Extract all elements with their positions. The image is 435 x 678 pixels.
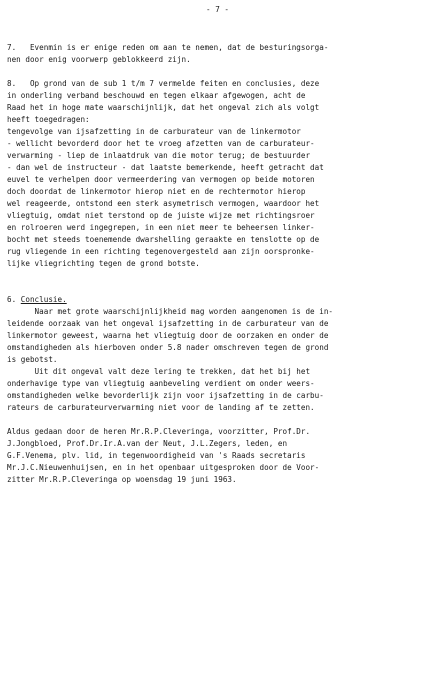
section-7-line: nen door enig voorwerp geblokkeerd zijn. xyxy=(7,55,191,64)
conclusion-line: omstandigheden als hierboven onder 5.8 nader omschreven tegen de grond xyxy=(7,343,329,352)
page-number: - 7 - xyxy=(206,5,229,14)
closing-line: J.Jongbloed, Prof.Dr.Ir.A.van der Neut, J.L.Zegers, leden, en xyxy=(7,439,288,448)
conclusion-line: rateurs de carburateurverwarming niet voor de landing af te zetten. xyxy=(7,403,315,412)
conclusion-heading-number: 6. xyxy=(7,295,21,304)
closing-line: Aldus gedaan door de heren Mr.R.P.Cleveringa, voorzitter, Prof.Dr. xyxy=(7,427,311,436)
conclusion-line: onderhavige type van vliegtuig aanbeveling verdient om onder weers- xyxy=(7,379,315,388)
conclusion-heading xyxy=(7,295,67,305)
section-8-line: verwarming - liep de inlaatdruk van die motor terug; de bestuurder xyxy=(7,151,311,160)
section-8-line: rug vliegende in een richting tegenovergesteld aan zijn oorspronke- xyxy=(7,247,315,256)
section-8-line: lijke vliegrichting tegen de grond botste. xyxy=(7,259,200,268)
closing-line: Mr.J.C.Nieuwenhuijsen, en in het openbaar uitgesproken door de Voor- xyxy=(7,463,320,472)
section-8-line: en rolroeren werd ingegrepen, in een niet meer te beheersen linker- xyxy=(7,223,315,232)
closing-line: zitter Mr.R.P.Cleveringa op woensdag 19 juni 1963. xyxy=(7,475,237,484)
section-8-line: heeft toegedragen: xyxy=(7,115,90,124)
section-8-line: euvel te verhelpen door vermeerdering van vermogen op beide motoren xyxy=(7,175,315,184)
section-8-line: doch doordat de linkermotor hierop niet en de rechtermotor hierop xyxy=(7,187,306,196)
section-8-line: wel reageerde, ontstond een sterk asymetrisch vermogen, waardoor het xyxy=(7,199,320,208)
section-7-line: 7. Evenmin is er enige reden om aan te nemen, dat de besturingsorga- xyxy=(7,43,329,52)
section-8-line: vliegtuig, omdat niet terstond op de juiste wijze met richtingsroer xyxy=(7,211,315,220)
section-8-line: 8. Op grond van de sub 1 t/m 7 vermelde feiten en conclusies, deze xyxy=(7,79,320,88)
section-8-line: bocht met steeds toenemende dwarshelling geraakte en tenslotte op de xyxy=(7,235,320,244)
conclusion-line: linkermotor geweest, waarna het vliegtuig door de oorzaken en onder de xyxy=(7,331,329,340)
section-8-line: Raad het in hoge mate waarschijnlijk, dat het ongeval zich als volgt xyxy=(7,103,320,112)
conclusion-line: omstandigheden welke bevorderlijk zijn voor ijsafzetting in de carbu- xyxy=(7,391,324,400)
closing-line: G.F.Venema, plv. lid, in tegenwoordigheid van 's Raads secretaris xyxy=(7,451,306,460)
conclusion-line: leidende oorzaak van het ongeval ijsafzetting in de carburateur van de xyxy=(7,319,329,328)
conclusion-heading-text: Conclusie. xyxy=(20,295,67,304)
conclusion-line: Uit dit ongeval valt deze lering te trekken, dat het bij het xyxy=(7,367,311,376)
section-8-line: - wellicht bevorderd door het te vroeg afzetten van de carburateur- xyxy=(7,139,315,148)
section-8-line: - dan wel de instructeur - dat laatste bemerkende, heeft getracht dat xyxy=(7,163,324,172)
section-8-line: tengevolge van ijsafzetting in de carburateur van de linkermotor xyxy=(7,127,301,136)
conclusion-line: is gebotst. xyxy=(7,355,58,364)
conclusion-line: Naar met grote waarschijnlijkheid mag worden aangenomen is de in- xyxy=(7,307,334,316)
section-8-line: in onderling verband beschouwd en tegen elkaar afgewogen, acht de xyxy=(7,91,306,100)
